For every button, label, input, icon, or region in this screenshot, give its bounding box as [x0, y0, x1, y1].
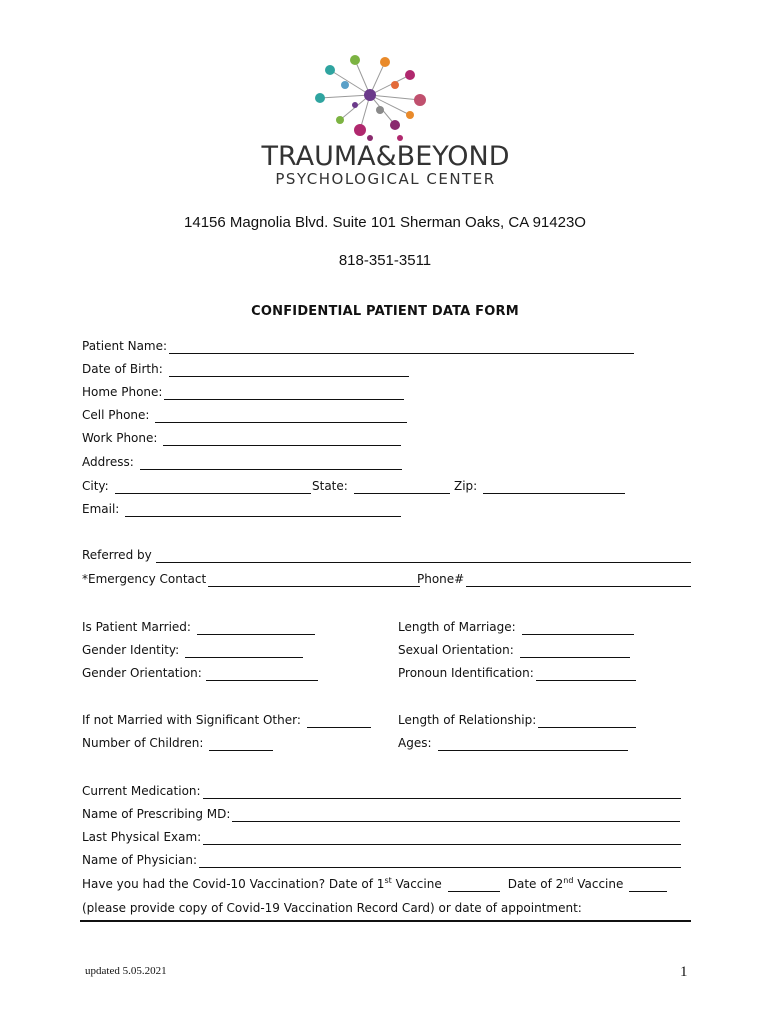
pronoun-label: Pronoun Identification:	[398, 666, 534, 680]
sig-other-label: If not Married with Significant Other:	[82, 713, 301, 727]
dob-label: Date of Birth:	[82, 362, 163, 376]
city-state-zip-row	[82, 478, 642, 494]
is-married-label: Is Patient Married:	[82, 620, 191, 634]
emergency-phone-field[interactable]	[466, 574, 691, 587]
is-married-field[interactable]	[197, 622, 315, 635]
sig-other-field[interactable]	[307, 715, 371, 728]
email-label: Email:	[82, 502, 120, 516]
covid-second-dose-field[interactable]	[629, 879, 667, 892]
gender-orientation-field[interactable]	[206, 668, 318, 681]
covid-note-row	[82, 900, 582, 916]
page-number: 1	[680, 964, 688, 980]
num-children-label: Number of Children:	[82, 736, 204, 750]
current-medication-field[interactable]	[203, 786, 681, 799]
cell-phone-label: Cell Phone:	[82, 408, 150, 422]
patient-name-label: Patient Name:	[82, 339, 168, 353]
covid-second-label	[508, 876, 624, 892]
dob-field[interactable]	[169, 364, 409, 377]
state-field[interactable]	[354, 481, 450, 494]
gender-identity-row	[82, 642, 642, 658]
gender-orientation-label: Gender Orientation:	[82, 666, 202, 680]
covid-vaccine2-text: Vaccine	[577, 877, 624, 891]
covid-vaccine1-text: Vaccine	[395, 877, 442, 891]
neuron-tree-logo-icon	[300, 50, 440, 142]
last-physical-label: Last Physical Exam:	[82, 830, 202, 844]
home-phone-field[interactable]	[164, 387, 404, 400]
married-row	[82, 619, 642, 635]
updated-date: updated 5.05.2021	[85, 965, 167, 977]
emergency-contact-row	[82, 571, 692, 587]
length-marriage-label: Length of Marriage:	[398, 620, 516, 634]
work-phone-label: Work Phone:	[82, 431, 158, 445]
zip-label: Zip:	[454, 479, 478, 493]
covid-vaccine-row	[82, 876, 642, 892]
covid-sup2: nd	[563, 876, 574, 885]
covid-question-label	[82, 876, 442, 892]
patient-name-row	[82, 338, 642, 354]
length-relationship-label: Length of Relationship:	[398, 713, 537, 727]
clinic-phone: 818-351-3511	[338, 252, 432, 269]
ages-label: Ages:	[398, 736, 432, 750]
length-relationship-field[interactable]	[538, 715, 636, 728]
referred-by-label: Referred by	[82, 548, 152, 562]
significant-other-row	[82, 712, 642, 728]
current-medication-label: Current Medication:	[82, 784, 201, 798]
emergency-contact-field[interactable]	[208, 574, 420, 587]
covid-question-text: Have you had the Covid-10 Vaccination? Date of 1	[82, 877, 385, 891]
covid-note: (please provide copy of Covid-19 Vaccination Record Card) or date of appointment:	[82, 901, 582, 915]
last-physical-field[interactable]	[203, 832, 681, 845]
prescribing-md-field[interactable]	[232, 809, 680, 822]
sexual-orientation-field[interactable]	[520, 645, 630, 658]
address-label: Address:	[82, 455, 134, 469]
brand-subtitle: PSYCHOLOGICAL CENTER	[275, 170, 496, 188]
pronoun-field[interactable]	[536, 668, 636, 681]
clinic-address: 14156 Magnolia Blvd. Suite 101 Sherman Oaks, CA 91423O	[184, 214, 586, 231]
prescribing-md-label: Name of Prescribing MD:	[82, 807, 231, 821]
ages-field[interactable]	[438, 738, 628, 751]
covid-first-dose-field[interactable]	[448, 879, 500, 892]
length-marriage-field[interactable]	[522, 622, 634, 635]
gender-identity-label: Gender Identity:	[82, 643, 180, 657]
emergency-phone-label: Phone#	[417, 572, 465, 586]
covid-date2-text: Date of 2	[507, 877, 564, 891]
covid-sup1: st	[384, 876, 392, 885]
city-field[interactable]	[115, 481, 311, 494]
cell-phone-field[interactable]	[155, 410, 407, 423]
work-phone-field[interactable]	[163, 433, 401, 446]
sexual-orientation-label: Sexual Orientation:	[398, 643, 514, 657]
form-title: CONFIDENTIAL PATIENT DATA FORM	[251, 304, 519, 319]
footer-divider	[80, 920, 691, 922]
brand-logo	[240, 50, 530, 200]
physician-label: Name of Physician:	[82, 853, 198, 867]
referred-by-field[interactable]	[156, 550, 691, 563]
num-children-field[interactable]	[209, 738, 273, 751]
patient-name-field[interactable]	[169, 341, 634, 354]
children-row	[82, 735, 642, 751]
gender-orientation-row	[82, 665, 642, 681]
gender-identity-field[interactable]	[185, 645, 303, 658]
zip-field[interactable]	[483, 481, 625, 494]
state-label: State:	[312, 479, 348, 493]
emergency-contact-label: *Emergency Contact	[82, 572, 207, 586]
physician-field[interactable]	[199, 855, 681, 868]
city-label: City:	[82, 479, 109, 493]
address-field[interactable]	[140, 457, 402, 470]
brand-name: TRAUMA&BEYOND	[261, 141, 510, 172]
email-field[interactable]	[125, 504, 401, 517]
home-phone-label: Home Phone:	[82, 385, 163, 399]
